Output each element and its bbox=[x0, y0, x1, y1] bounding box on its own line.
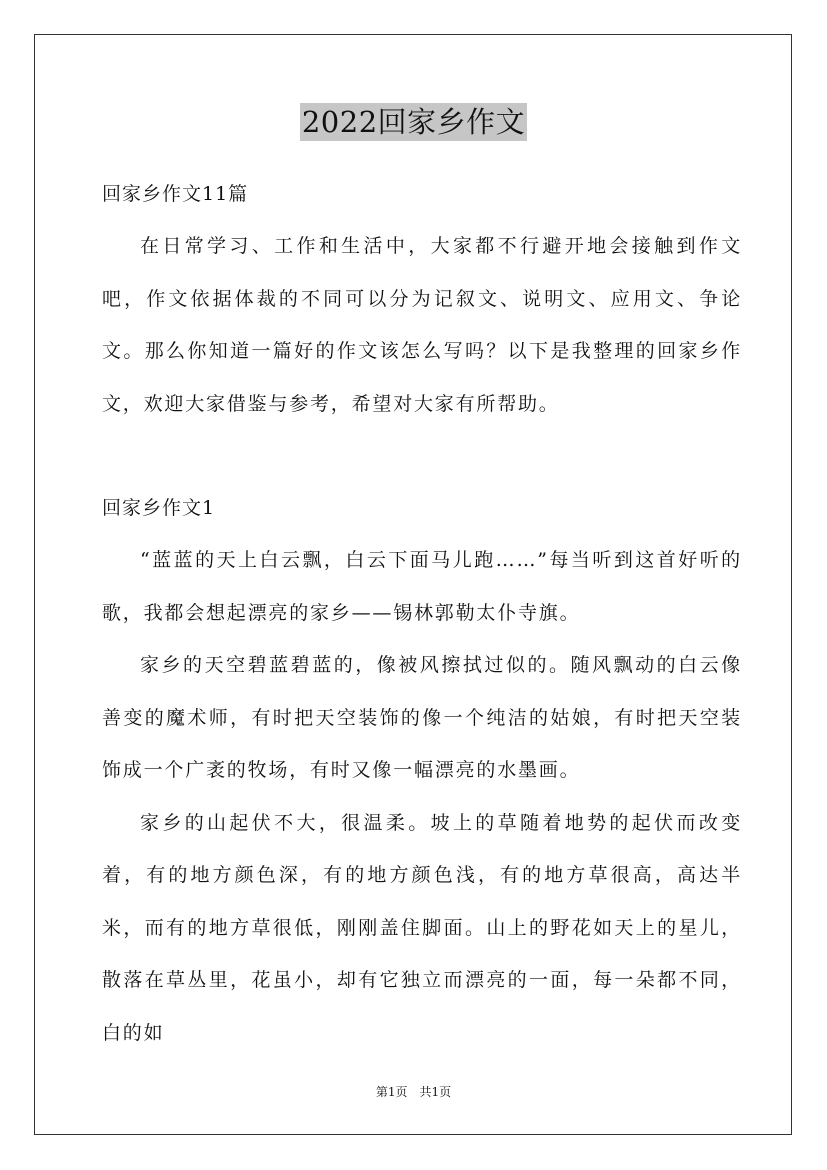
intro-paragraph: 在日常学习、工作和生活中，大家都不行避开地会接触到作文吧，作文依据体裁的不同可以分为记叙文、说明文、应用文、争论文。那么你知道一篇好的作文该怎么写吗？以下是我整理的回家乡作文，欢迎大家借鉴与参考，希望对大家有所帮助。 bbox=[102, 235, 742, 415]
paragraph-3: 家乡的山起伏不大，很温柔。坡上的草随着地势的起伏而改变着，有的地方颜色深，有的地方颜色浅，有的地方草很高，高达半米，而有的地方草很低，刚刚盖住脚面。山上的野花如天上的星儿，散落在草丛里，花虽小，却有它独立而漂亮的一面，每一朵都不同，白的如 bbox=[102, 811, 742, 1044]
paragraph-2: 家乡的天空碧蓝碧蓝的，像被风擦拭过似的。随风飘动的白云像善变的魔术师，有时把天空装饰的像一个纯洁的姑娘，有时把天空装饰成一个广袤的牧场，有时又像一幅漂亮的水墨画。 bbox=[102, 654, 742, 781]
document-body bbox=[102, 168, 742, 1059]
article-heading: 回家乡作文1 bbox=[102, 497, 216, 519]
paragraph-1: “蓝蓝的天上白云飘，白云下面马儿跑……”每当听到这首好听的歌，我都会想起漂亮的家乡——锡林郭勒太仆寺旗。 bbox=[102, 549, 742, 624]
page-footer: 第1页 共1页 bbox=[375, 1085, 452, 1099]
title-container bbox=[0, 103, 827, 141]
blank-line bbox=[102, 430, 742, 482]
section-heading: 回家乡作文11篇 bbox=[102, 183, 249, 205]
document-title: 2022回家乡作文 bbox=[301, 105, 526, 139]
